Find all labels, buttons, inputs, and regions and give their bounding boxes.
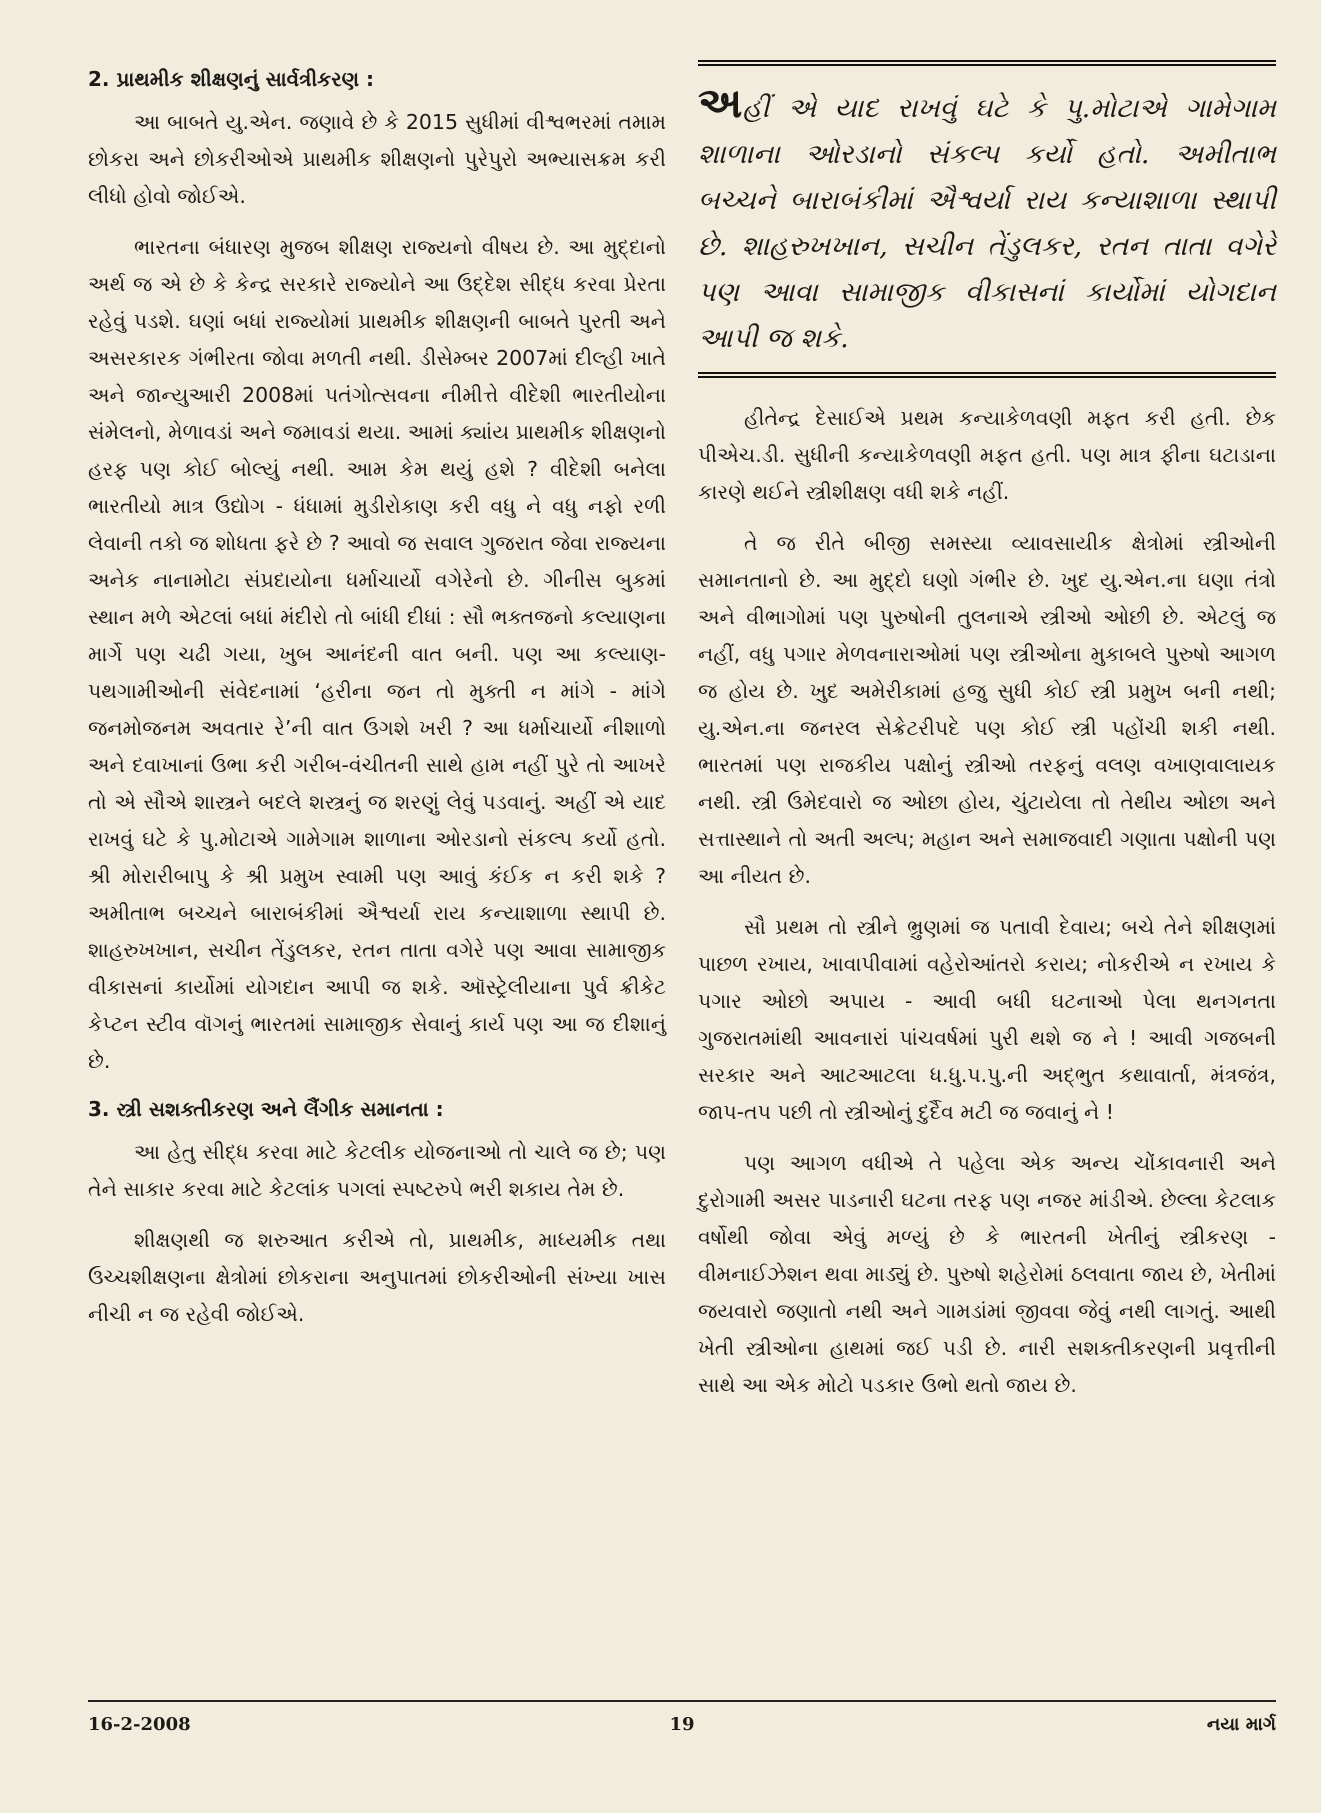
pull-quote-dropcap: અ (698, 78, 743, 127)
right-paragraph-3: સૌ પ્રથમ તો સ્ત્રીને ભ્રુણમાં જ પતાવી દેવાય; બચે તેને શીક્ષણમાં પાછળ રખાય, ખાવાપીવામાં વહેરોઆંતરો કરાય; નોકરીએ ન રખાય કે પગાર ઓછો અપાય - આવી બધી ઘટનાઓ પેલા થનગનતા ગુજરાતમાંથી આવનારાં પાંચવર્ષમાં પુરી થશે જ ને ! આવી ગજબની સરકાર અને આટઆટલા ધ.ધુ.પ.પુ.ની અદ્ભુત કથાવાર્તા, મંત્રજંત્ર, જાપ-તપ પછી તો સ્ત્રીઓનું દુર્દૈવ મટી જ જવાનું ને ! (698, 915, 1276, 1124)
section-3-heading: 3. સ્ત્રી સશક્તીકરણ અને લૈંગીક સમાનતા : (88, 1097, 444, 1121)
section-2-paragraph-2: ભારતના બંધારણ મુજબ શીક્ષણ રાજ્યનો વીષય છે. આ મુદ્દાનો અર્થ જ એ છે કે કેન્દ્ર સરકારે રાજ્યોને આ ઉદ્દેશ સીદ્ધ કરવા પ્રેરતા રહેવું પડશે. ઘણાં બધાં રાજ્યોમાં પ્રાથમીક શીક્ષણની બાબતે પુરતી અને અસરકારક ગંભીરતા જોવા મળતી નથી. ડીસેમ્બર 2007માં દીલ્હી ખાતે અને જાન્યુઆરી 2008માં પતંગોત્સવના નીમીત્તે વીદેશી ભારતીયોના સંમેલનો, મેળાવડાં અને જમાવડાં થયા. આમાં ક્યાંય પ્રાથમીક શીક્ષણનો હરફ પણ કોઈ બોલ્યું નથી. આમ કેમ થયું હશે ? વીદેશી બનેલા ભારતીયો માત્ર ઉદ્યોગ - ધંધામાં મુડીરોકાણ કરી વધુ ને વધુ નફો રળી લેવાની તકો જ શોધતા ફરે છે ? આવો જ સવાલ ગુજરાત જેવા રાજ્યના અનેક નાનામોટા સંપ્રદાયોના ધર્માચાર્યો વગેરેનો છે. ગીનીસ બુકમાં સ્થાન મળે એટલાં બધાં મંદીરો તો બાંધી દીધાં : સૌ ભક્તજનો કલ્યાણના માર્ગે પણ ચઢી ગયા, ખુબ આનંદની વાત બની. પણ આ કલ્યાણ-પથગામીઓની સંવેદનામાં ‘હરીના જન તો મુક્તી ન માંગે - માંગે જનમોજનમ અવતાર રે’ની વાત ઉગશે ખરી ? આ ધર્માચાર્યો નીશાળો અને દવાખાનાં ઉભા કરી ગરીબ-વંચીતની સાથે હામ નહીં પુરે તો આખરે તો એ સૌએ શાસ્ત્રને બદલે શસ્ત્રનું જ શરણું લેવું પડવાનું. અહીં એ યાદ રાખવું ઘટે કે પુ.મોટાએ ગામેગામ શાળાના ઓરડાનો સંકલ્પ કર્યો હતો. શ્રી મોરારીબાપુ કે શ્રી પ્રમુખ સ્વામી પણ આવું કંઈક ન કરી શકે ? અમીતાભ બચ્ચને બારાબંકીમાં ઐશ્વર્યા રાય કન્યાશાળા સ્થાપી છે. શાહરુખખાન, સચીન તેંડુલકર, રતન તાતા વગેરે પણ આવા સામાજીક વીકાસનાં કાર્યોમાં યોગદાન આપી જ શકે. ઑસ્ટ્રેલીયાના પુર્વ ક્રીકેટ કેપ્ટન સ્ટીવ વૉગનું ભારતમાં સામાજીક સેવાનું કાર્ય પણ આ જ દીશાનું છે. (88, 235, 666, 1073)
right-paragraph-4: પણ આગળ વધીએ તે પહેલા એક અન્ય ચોંકાવનારી અને દુરોગામી અસર પાડનારી ઘટના તરફ પણ નજર માંડીએ. છેલ્લા કેટલાક વર્ષોથી જોવા એવું મળ્યું છે કે ભારતની ખેતીનું સ્ત્રીકરણ - વીમનાઈઝેશન થવા માડ્યું છે. પુરુષો શહેરોમાં ઠલવાતા જાય છે, ખેતીમાં જયવારો જણાતો નથી અને ગામડાંમાં જીવવા જેવું નથી લાગતું. આથી ખેતી સ્ત્રીઓના હાથમાં જઈ પડી છે. નારી સશક્તીકરણની પ્રવૃત્તીની સાથે આ એક મોટો પડકાર ઉભો થતો જાય છે. (698, 1151, 1276, 1397)
pull-quote-text: હીં એ યાદ રાખવું ઘટે કે પુ.મોટાએ ગામેગામ શાળાના ઓરડાનો સંકલ્પ કર્યો હતો. અમીતાભ બચ્ચને બારાબંકીમાં ઐશ્વર્યા રાય કન્યાશાળા સ્થાપી છે. શાહરુખખાન, સચીન તેંડુલકર, રતન તાતા વગેરે પણ આવા સામાજીક વીકાસનાં કાર્યોમાં યોગદાન આપી જ શકે. (698, 93, 1276, 354)
section-3-paragraph-2: શીક્ષણથી જ શરુઆત કરીએ તો, પ્રાથમીક, માધ્યમીક તથા ઉચ્ચશીક્ષણના ક્ષેત્રોમાં છોકરાના અનુપાતમાં છોકરીઓની સંખ્યા ખાસ નીચી ન જ રહેવી જોઈએ. (88, 1228, 666, 1326)
pull-quote-box (698, 60, 1276, 378)
section-2-paragraph-1: આ બાબતે યુ.એન. જણાવે છે કે 2015 સુધીમાં વીશ્વભરમાં તમામ છોકરા અને છોકરીઓએ પ્રાથમીક શીક્ષણનો પુરેપુરો અભ્યાસક્રમ કરી લીધો હોવો જોઈએ. (88, 110, 666, 208)
pull-quote (698, 80, 1276, 362)
right-paragraph-1: હીતેન્દ્ર દેસાઈએ પ્રથમ કન્યાકેળવણી મફત કરી હતી. છેક પીએચ.ડી. સુધીની કન્યાકેળવણી મફત હતી. પણ માત્ર ફીના ઘટાડાના કારણે થઈને સ્ત્રીશીક્ષણ વધી શકે નહીં. (698, 406, 1276, 504)
section-2-heading: 2. પ્રાથમીક શીક્ષણનું સાર્વત્રીકરણ : (88, 67, 375, 91)
right-column (698, 60, 1276, 1418)
magazine-name: નયા માર્ગ (1206, 1714, 1276, 1735)
page-footer (88, 1700, 1276, 1735)
left-column (88, 60, 666, 1347)
right-paragraph-2: તે જ રીતે બીજી સમસ્યા વ્યાવસાયીક ક્ષેત્રોમાં સ્ત્રીઓની સમાનતાનો છે. આ મુદ્દો ઘણો ગંભીર છે. ખુદ યુ.એન.ના ઘણા તંત્રો અને વીભાગોમાં પણ પુરુષોની તુલનાએ સ્ત્રીઓ ઓછી છે. એટલું જ નહીં, વધુ પગાર મેળવનારાઓમાં પણ સ્ત્રીઓના મુકાબલે પુરુષો આગળ જ હોય છે. ખુદ અમેરીકામાં હજુ સુધી કોઈ સ્ત્રી પ્રમુખ બની નથી; યુ.એન.ના જનરલ સેક્રેટરીપદે પણ કોઈ સ્ત્રી પહોંચી શકી નથી. ભારતમાં પણ રાજકીય પક્ષોનું સ્ત્રીઓ તરફનું વલણ વખાણવાલાયક નથી. સ્ત્રી ઉમેદવારો જ ઓછા હોય, ચુંટાયેલા તો તેથીય ઓછા અને સત્તાસ્થાને તો અતી અલ્પ; મહાન અને સમાજવાદી ગણાતા પક્ષોની પણ આ નીયત છે. (698, 531, 1276, 888)
issue-date: 16-2-2008 (88, 1714, 191, 1735)
section-3-paragraph-1: આ હેતુ સીદ્ધ કરવા માટે કેટલીક યોજનાઓ તો ચાલે જ છે; પણ તેને સાકાર કરવા માટે કેટલાંક પગલાં સ્પષ્ટરુપે ભરી શકાય તેમ છે. (88, 1140, 666, 1201)
page-number: 19 (669, 1714, 695, 1735)
